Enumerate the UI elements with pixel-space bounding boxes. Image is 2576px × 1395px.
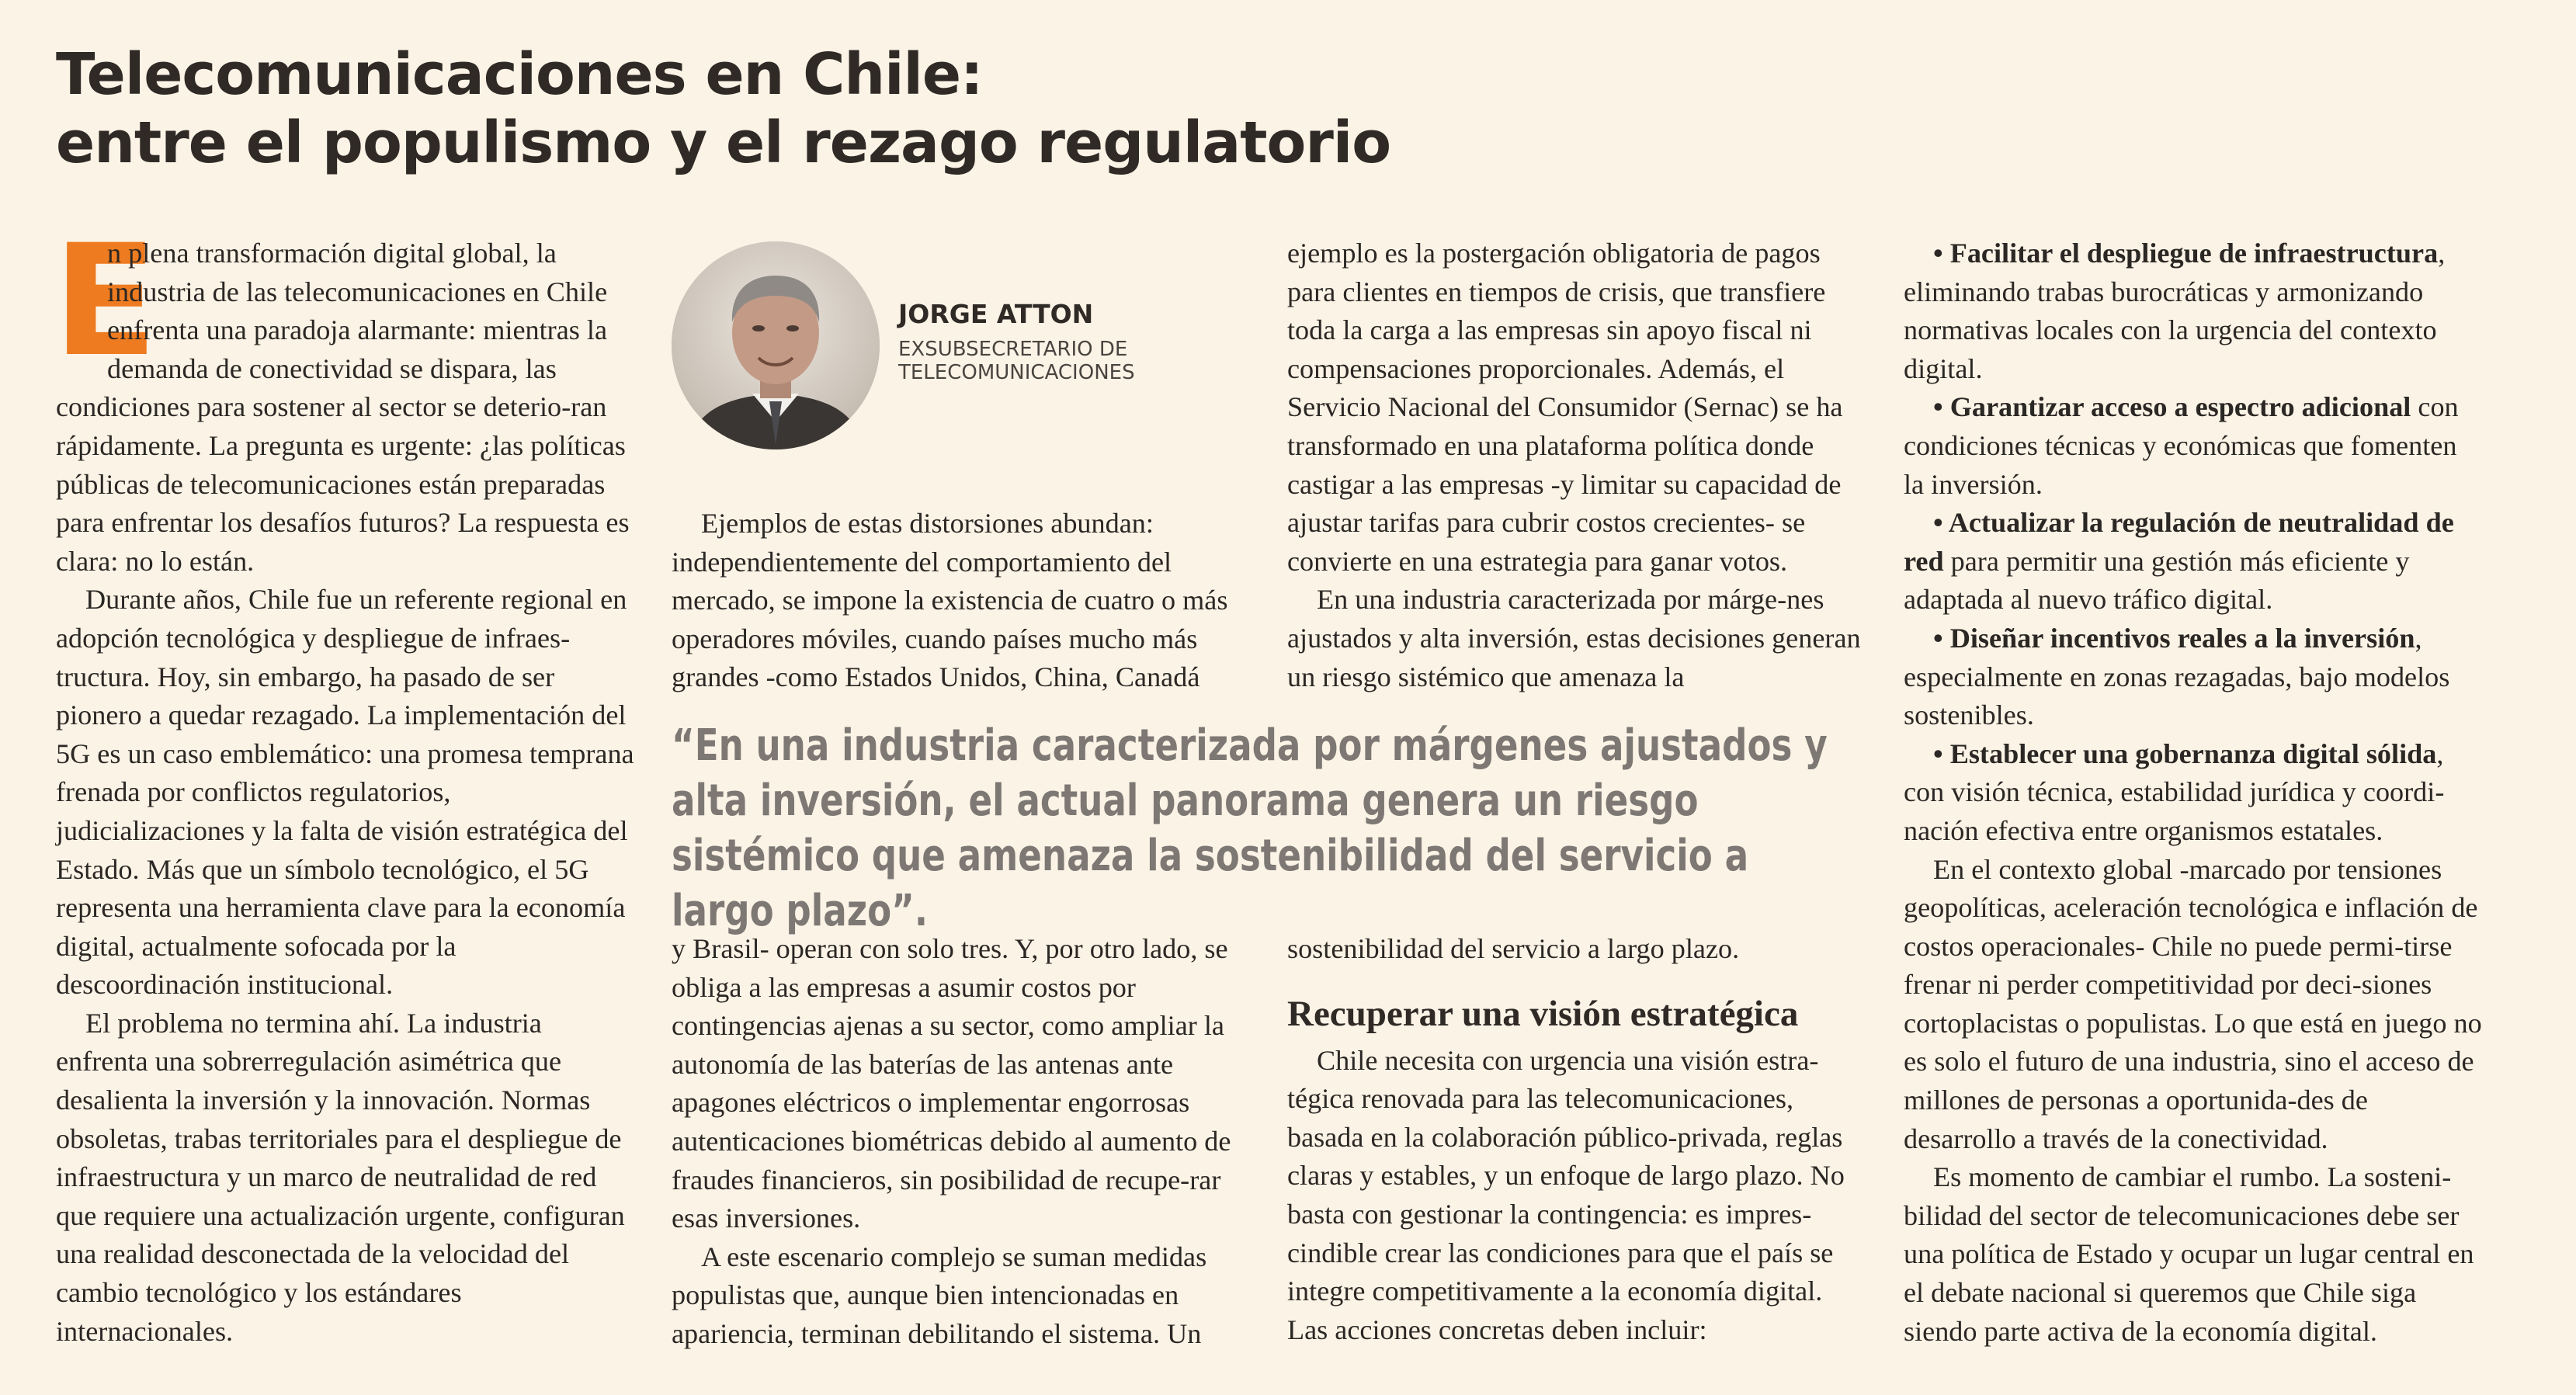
bullet-item: [1904, 388, 2482, 504]
column-3-top: [1287, 234, 1866, 696]
paragraph-5-continued: ejemplo es la postergación obligatoria de pagos para clientes en tiempos de crisis, que transfiere toda la carga a las empresas sin apoyo fiscal ni compensaciones proporcionales. Además, el Servicio Nacional del Consumidor (Sernac) se ha transformado en una plataforma política donde castigar a las empresas -y limitar su capacidad de ajustar tarifas para cubrir costos crecientes- se convierte en una estrategia para ganar votos.: [1287, 238, 1843, 577]
paragraph-9: Es momento de cambiar el rumbo. La sosteni-bilidad del sector de telecomunicaciones debe ser una política de Estado y ocupar un lugar central en el debate nacional si queremos que Chile siga siendo parte activa de la economía digital.: [1904, 1161, 2474, 1347]
paragraph-4: Ejemplos de estas distorsiones abundan: independientemente del comportamiento del mercado, se impone la existencia de cuatro o más operadores móviles, cuando países mucho más grandes -como Estados Unidos, China, Canadá: [672, 508, 1228, 693]
author-name: JORGE ATTON: [898, 299, 1094, 329]
bullet-text: , con visión técnica, estabilidad jurídica y coordi-nación efectiva entre organismos estatales.: [1904, 737, 2445, 846]
paragraph-6-continued: sostenibilidad del servicio a largo plazo.: [1287, 933, 1740, 964]
bullet-text: con condiciones técnicas y económicas que fomenten la inversión.: [1904, 391, 2459, 500]
paragraph-1: [53, 211, 634, 581]
paragraph-7: Chile necesita con urgencia una visión estra-tégica renovada para las telecomunicaciones, basada en la colaboración público-privada, reglas claras y estables, y un enfoque de largo plazo. No basta con gestionar la contingencia: es impres-cindible crear las condiciones para que el país se integre competitivamente a la economía digital. Las acciones concretas deben incluir:: [1287, 1044, 1845, 1345]
bullet-text: , eliminando trabas burocráticas y armonizando normativas locales con la urgencia del contexto digital.: [1904, 238, 2446, 384]
author-portrait-icon: [672, 241, 880, 449]
bullet-lead: • Establecer una gobernanza digital sólida: [1933, 737, 2437, 769]
paragraph-1-text: n plena transformación digital global, la industria de las telecomunicaciones en Chile enfrenta una paradoja alarmante: mientras la demanda de conectividad se dispara, las condiciones para sostener al sector se deterio-ran rápidamente. La pregunta es urgente: ¿las políticas públicas de telecomunicaciones están preparadas para enfrentar los desafíos futuros? La respuesta es clara: no lo están.: [56, 238, 630, 577]
column-4: [1904, 234, 2482, 1351]
bullet-lead: • Facilitar el despliegue de infraestructura: [1933, 238, 2439, 269]
article-title: [56, 40, 1919, 177]
bullet-lead: • Diseñar incentivos reales a la inversión: [1933, 622, 2415, 654]
bullet-lead: • Actualizar la regulación de neutralidad de red: [1904, 507, 2454, 577]
paragraph-2: Durante años, Chile fue un referente regional en adopción tecnológica y despliegue de infraes-tructura. Hoy, sin embargo, ha pasado de ser pionero a quedar rezagado. La implementación del 5G es un caso emblemático: una promesa temprana frenada por conflictos regulatorios, judicializaciones y la falta de visión estratégica del Estado. Más que un símbolo tecnológico, el 5G representa una herramienta clave para la economía digital, actualmente sofocada por la descoordinación institucional.: [56, 584, 634, 1001]
pull-quote: “En una industria caracterizada por márgenes ajustados y alta inversión, el actual panorama genera un riesgo sistémico que amenaza la sostenibilidad del servicio a largo plazo”.: [672, 720, 1828, 936]
column-3-bottom: [1287, 930, 1866, 1349]
drop-cap: E: [53, 211, 158, 390]
author-photo: [672, 241, 880, 449]
column-2-bottom: [672, 930, 1250, 1354]
bullet-lead: • Garantizar acceso a espectro adicional: [1933, 391, 2411, 423]
bullet-item: [1904, 735, 2482, 851]
author-role: EXSUBSECRETARIO DE TELECOMUNICACIONES: [898, 338, 1135, 384]
article-title-line-2: entre el populismo y el rezago regulatorio: [56, 109, 1391, 176]
bullet-text: , especialmente en zonas rezagadas, bajo modelos sostenibles.: [1904, 622, 2450, 731]
author-block: [672, 237, 1262, 446]
bullet-item: [1904, 504, 2482, 619]
column-2-top: [672, 505, 1250, 697]
bullet-item: [1904, 234, 2482, 388]
bullet-item: [1904, 619, 2482, 735]
paragraph-5: A este escenario complejo se suman medidas populistas que, aunque bien intencionadas en apariencia, terminan debilitando el sistema. Un: [672, 1241, 1207, 1349]
paragraph-8: En el contexto global -marcado por tensiones geopolíticas, aceleración tecnológica e inflación de costos operacionales- Chile no puede permi-tirse frenar ni perder competitividad por deci-siones cortoplacistas o populistas. Lo que está en juego no es solo el futuro de una industria, sino el acceso de millones de personas a oportunida-des de desarrollo a través de la conectividad.: [1904, 853, 2482, 1154]
paragraph-3: El problema no termina ahí. La industria enfrenta una sobrerregulación asimétrica que desalienta la inversión y la innovación. Normas obsoletas, trabas territoriales para el despliegue de infraestructura y un marco de neutralidad de red que requiere una actualización urgente, configuran una realidad desconectada de la velocidad del cambio tecnológico y los estándares internacionales.: [56, 1007, 625, 1347]
column-1: [53, 211, 634, 1351]
paragraph-6: En una industria caracterizada por márge-nes ajustados y alta inversión, estas decisiones generan un riesgo sistémico que amenaza la: [1287, 584, 1861, 692]
bullet-text: para permitir una gestión más eficiente y adaptada al nuevo tráfico digital.: [1904, 545, 2410, 616]
article-title-line-1: Telecomunicaciones en Chile:: [56, 41, 983, 108]
paragraph-4-continued: y Brasil- operan con solo tres. Y, por otro lado, se obliga a las empresas a asumir costos por contingencias ajenas a su sector, como ampliar la autonomía de las baterías de las antenas ante apagones eléctricos o implementar engorrosas autenticaciones biométricas debido al aumento de fraudes financieros, sin posibilidad de recupe-rar esas inversiones.: [672, 933, 1231, 1234]
section-subheading: Recuperar una visión estratégica: [1287, 993, 1799, 1034]
